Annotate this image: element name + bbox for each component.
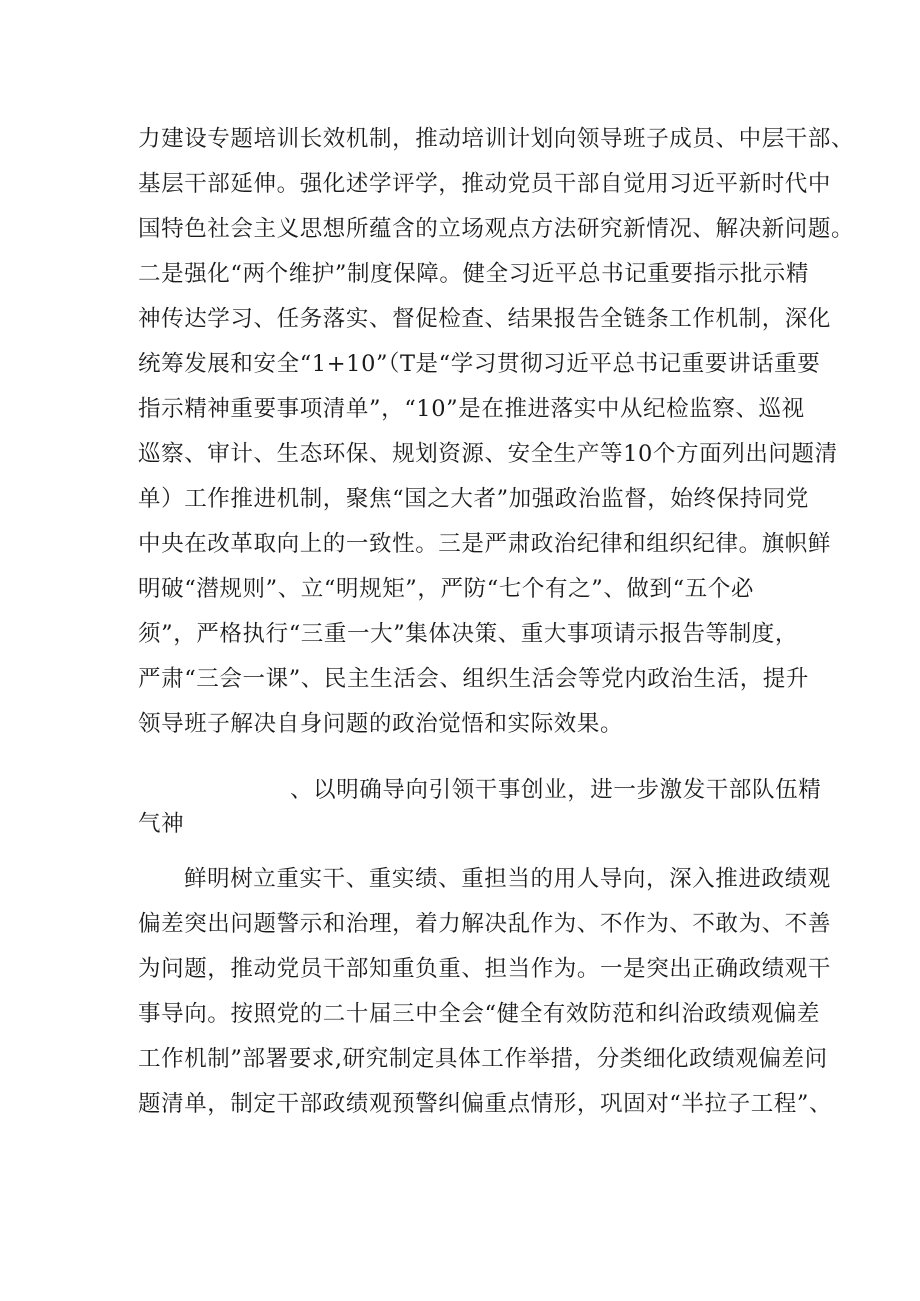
paragraph-1-line: 基层干部延伸。强化述学评学，推动党员干部自觉用习近平新时代中 [138,171,832,197]
paragraph-1-line: 国特色社会主义思想所蕴含的立场观点方法研究新情况、解决新问题。 [138,216,855,242]
paragraph-1-line: 明破“潜规则”、立“明规矩”，严防“七个有之”、做到“五个必 [138,576,755,602]
paragraph-2-line: 为问题，推动党员干部知重负重、担当作为。一是突出正确政绩观干 [138,956,832,982]
paragraph-2-line: 鲜明树立重实干、重实绩、重担当的用人导向，深入推进政绩观 [184,866,831,892]
paragraph-1-line: 中央在改革取向上的一致性。三是严肃政治纪律和组织纪律。旗帜鲜 [138,531,832,557]
paragraph-1-line: 统筹发展和安全“1+10”（T是“学习贯彻习近平总书记重要讲话重要 [138,351,821,377]
paragraph-1-line: 力建设专题培训长效机制，推动培训计划向领导班子成员、中层干部、 [138,126,855,152]
paragraph-1-line: 单）工作推进机制，聚焦“国之大者”加强政治监督，始终保持同党 [138,486,810,512]
paragraph-2-line: 偏差突出问题警示和治理，着力解决乱作为、不作为、不敢为、不善 [138,911,832,937]
paragraph-1-line: 二是强化“两个维护”制度保障。健全习近平总书记重要指示批示精 [138,261,810,287]
paragraph-1-line: 严肃“三会一课”、民主生活会、组织生活会等党内政治生活，提升 [138,666,810,692]
paragraph-2-line: 事导向。按照党的二十届三中全会“健全有效防范和纠治政绩观偏差 [138,1001,821,1027]
section-heading: 、以明确导向引领干事创业，进一步激发干部队伍精 [290,777,822,803]
paragraph-1-line: 须”，严格执行“三重一大”集体决策、重大事项请示报告等制度， [138,621,799,647]
section-heading-continuation: 气神 [138,811,185,837]
paragraph-2-line: 工作机制”部署要求,研究制定具体工作举措，分类细化政绩观偏差问 [138,1046,828,1072]
paragraph-1-line: 巡察、审计、生态环保、规划资源、安全生产等10个方面列出问题清 [138,441,838,467]
paragraph-1-line: 领导班子解决自身问题的政治觉悟和实际效果。 [138,711,624,737]
paragraph-1-line: 指示精神重要事项清单”，“10”是在推进落实中从纪检监察、巡视 [138,396,805,422]
paragraph-1-line: 神传达学习、任务落实、督促检查、结果报告全链条工作机制，深化 [138,306,832,332]
paragraph-2-line: 题清单，制定干部政绩观预警纠偏重点情形，巩固对“半拉子工程”、 [138,1091,833,1117]
